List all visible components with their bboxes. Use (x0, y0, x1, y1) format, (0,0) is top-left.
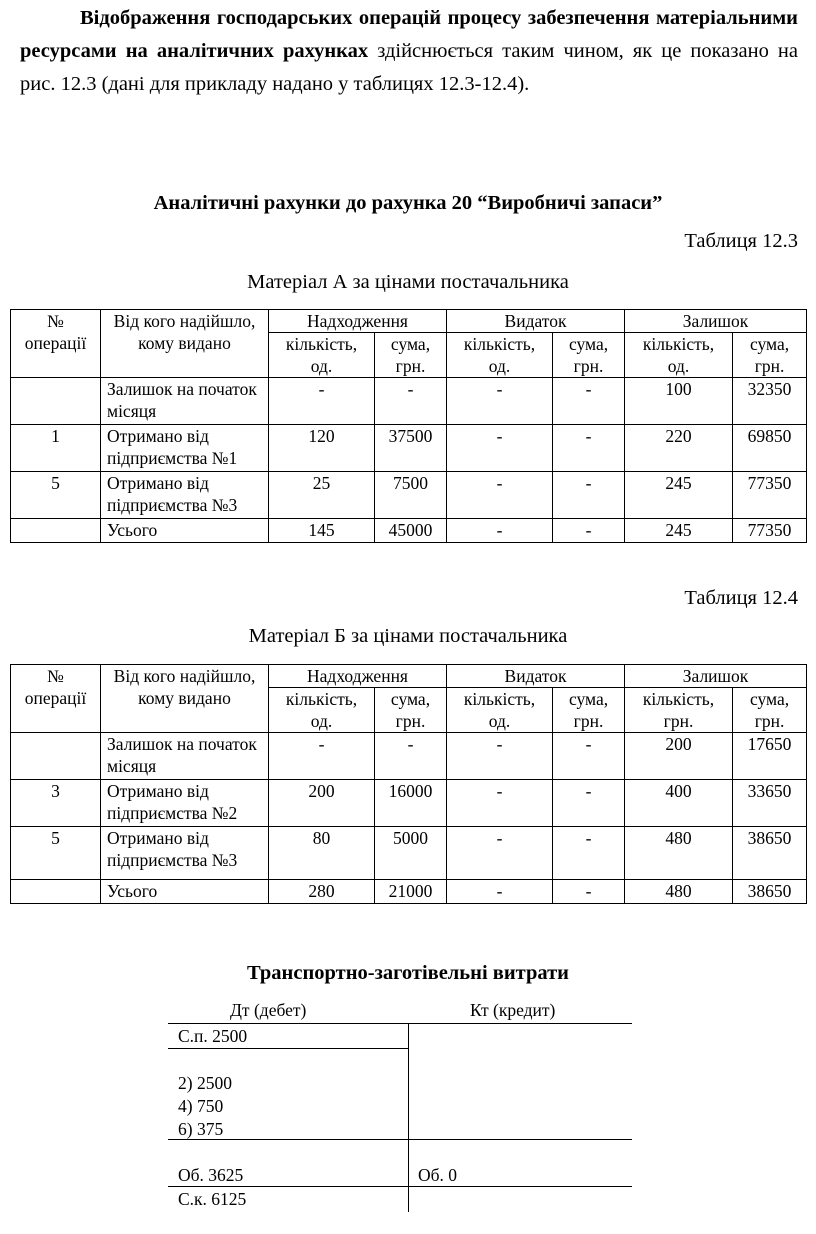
turnover-credit: Об. 0 (418, 1165, 458, 1185)
table-cell: 33650 (733, 780, 807, 827)
debit-entry: 2) 2500 (178, 1073, 232, 1093)
table-cell: 80 (269, 827, 375, 880)
turnover-top-rule (168, 1139, 632, 1140)
table-cell: Залишок на початок місяця (101, 733, 269, 780)
table2-header-outgo: Видаток (447, 665, 625, 688)
table-cell: - (553, 519, 625, 543)
table-cell: - (553, 472, 625, 519)
table-cell: 1 (11, 425, 101, 472)
debit-entry: 6) 375 (178, 1119, 224, 1139)
table-cell: - (269, 378, 375, 425)
table-cell: 45000 (375, 519, 447, 543)
table1-number: Таблиця 12.3 (684, 230, 798, 252)
table1-header-qty-outgo: кількість, од. (447, 333, 553, 378)
table-cell: - (375, 378, 447, 425)
table1-header-balance: Залишок (625, 310, 807, 333)
table-cell: - (447, 378, 553, 425)
table-cell: 480 (625, 880, 733, 904)
table-cell: Залишок на початок місяця (101, 378, 269, 425)
table-row (11, 827, 807, 880)
table-cell: Отримано від підприємства №3 (101, 827, 269, 880)
debit-entry: 4) 750 (178, 1096, 224, 1116)
table-cell: 5 (11, 472, 101, 519)
table-cell: 5 (11, 827, 101, 880)
table-cell: 120 (269, 425, 375, 472)
turnover-debit: Об. 3625 (178, 1165, 244, 1185)
table1 (10, 309, 807, 543)
table-cell: 38650 (733, 827, 807, 880)
table-cell: 7500 (375, 472, 447, 519)
table-cell: 16000 (375, 780, 447, 827)
closing-balance: С.к. 6125 (178, 1189, 247, 1209)
table2-header-qty-balance: кількість, грн. (625, 688, 733, 733)
t-vertical-rule (408, 1023, 409, 1212)
table1-header-sum-outgo: сума, грн. (553, 333, 625, 378)
table-row (11, 378, 807, 425)
table1-header-from: Від кого надійшло, кому видано (101, 310, 269, 378)
table-cell (11, 519, 101, 543)
intro-bold-text: Відображення господарських операцій процесу забезпечення матеріальними ресурсами на аналітичних рахунках (20, 7, 798, 62)
table-cell: - (553, 780, 625, 827)
table-row (11, 733, 807, 780)
table-cell: 100 (625, 378, 733, 425)
table-row (11, 425, 807, 472)
opening-balance: С.п. 2500 (178, 1026, 248, 1046)
table-cell: - (447, 472, 553, 519)
table-cell: - (553, 425, 625, 472)
table-cell: - (447, 827, 553, 880)
table2-header-income: Надходження (269, 665, 447, 688)
table-cell: Усього (101, 880, 269, 904)
table-cell: - (269, 733, 375, 780)
t-account (168, 996, 632, 1212)
table1-header-sum-income: сума, грн. (375, 333, 447, 378)
table-cell: - (447, 519, 553, 543)
section-heading: Аналітичні рахунки до рахунка 20 “Виробничі запаси” (153, 192, 663, 214)
table-cell: Отримано від підприємства №2 (101, 780, 269, 827)
table-cell: 280 (269, 880, 375, 904)
table-cell (11, 880, 101, 904)
table-cell: Отримано від підприємства №1 (101, 425, 269, 472)
table-cell: 145 (269, 519, 375, 543)
table-cell: 480 (625, 827, 733, 880)
table2-header-sum-outgo: сума, грн. (553, 688, 625, 733)
table-cell: - (447, 425, 553, 472)
table-cell: 32350 (733, 378, 807, 425)
table-cell: 200 (625, 733, 733, 780)
table-cell: - (447, 780, 553, 827)
table1-header-op: № операції (11, 310, 101, 378)
table-cell: 69850 (733, 425, 807, 472)
table-cell: 5000 (375, 827, 447, 880)
table-cell: 37500 (375, 425, 447, 472)
table2-header-op: № операції (11, 665, 101, 733)
table-cell: 77350 (733, 519, 807, 543)
table1-header-qty-income: кількість, од. (269, 333, 375, 378)
table-cell: 17650 (733, 733, 807, 780)
table-cell: 200 (269, 780, 375, 827)
table2-caption: Матеріал Б за цінами постачальника (248, 625, 568, 647)
table2-header-sum-income: сума, грн. (375, 688, 447, 733)
table-cell: - (375, 733, 447, 780)
table-cell: 21000 (375, 880, 447, 904)
table-row (11, 519, 807, 543)
table2-number: Таблиця 12.4 (684, 587, 798, 609)
opening-rule (168, 1048, 408, 1049)
table-row (11, 880, 807, 904)
table-cell: 245 (625, 519, 733, 543)
table-cell: - (553, 378, 625, 425)
table2 (10, 664, 807, 904)
table-cell (11, 733, 101, 780)
table-cell: Отримано від підприємства №3 (101, 472, 269, 519)
table-cell: 220 (625, 425, 733, 472)
intro-rest-text: здійснюється таким чином, як це показано на рис. 12.3 (дані для прикладу надано у таблицях 12.3-12.4). (20, 40, 798, 95)
table-cell: 25 (269, 472, 375, 519)
table2-header-qty-income: кількість, од. (269, 688, 375, 733)
table1-header-income: Надходження (269, 310, 447, 333)
table-cell: 400 (625, 780, 733, 827)
table-cell: - (553, 733, 625, 780)
table-cell: 38650 (733, 880, 807, 904)
credit-label: Кт (кредит) (470, 1000, 556, 1020)
table2-header-sum-balance: сума, грн. (733, 688, 807, 733)
table-cell: - (447, 880, 553, 904)
table2-header-balance: Залишок (625, 665, 807, 688)
table1-header-outgo: Видаток (447, 310, 625, 333)
intro-paragraph (20, 2, 798, 101)
table-cell: Усього (101, 519, 269, 543)
table1-caption: Матеріал А за цінами постачальника (247, 271, 569, 293)
table-cell: 77350 (733, 472, 807, 519)
table-row (11, 472, 807, 519)
table-cell: - (553, 827, 625, 880)
table-cell: 3 (11, 780, 101, 827)
table1-header-sum-balance: сума, грн. (733, 333, 807, 378)
table2-header-from: Від кого надійшло, кому видано (101, 665, 269, 733)
table2-header-qty-outgo: кількість, од. (447, 688, 553, 733)
table-cell: - (447, 733, 553, 780)
t-account-title: Транспортно-заготівельні витрати (247, 962, 569, 984)
table-cell (11, 378, 101, 425)
table-cell: 245 (625, 472, 733, 519)
table-row (11, 780, 807, 827)
table1-header-qty-balance: кількість, од. (625, 333, 733, 378)
table-cell: - (553, 880, 625, 904)
debit-label: Дт (дебет) (230, 1000, 307, 1020)
